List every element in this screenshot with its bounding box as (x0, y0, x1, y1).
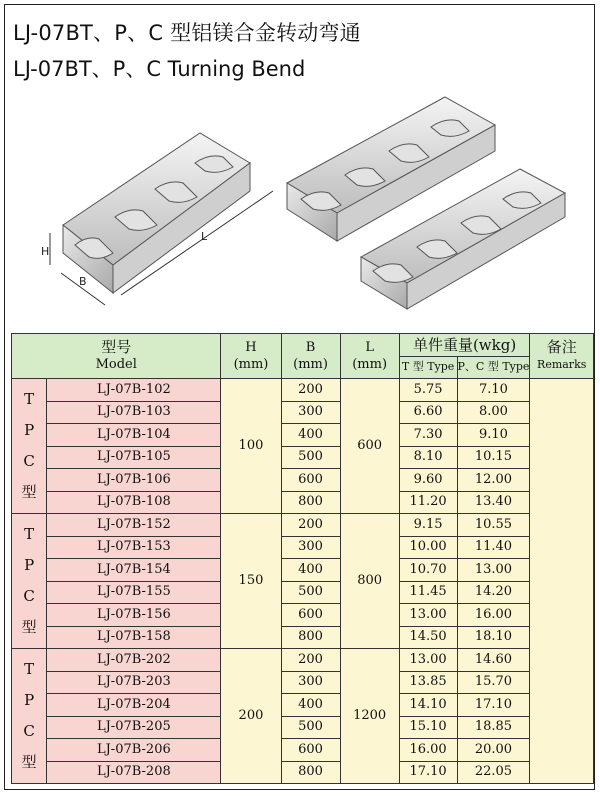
type-label (12, 649, 47, 784)
table-row (12, 469, 594, 492)
type-char: 型 (21, 753, 37, 771)
l-cell: 1200 (340, 649, 399, 784)
table-row (12, 536, 594, 559)
t-weight-cell: 10.00 (399, 536, 457, 559)
pc-weight-cell: 8.00 (457, 401, 530, 424)
model-cell: LJ-07B-108 (47, 491, 221, 514)
t-weight-cell: 14.10 (399, 694, 457, 717)
model-cell: LJ-07B-203 (47, 671, 221, 694)
title-english: LJ-07BT、P、C Turning Bend (13, 57, 306, 81)
pc-weight-cell: 10.55 (457, 514, 530, 537)
pc-weight-cell: 7.10 (457, 379, 530, 402)
b-cell: 300 (281, 401, 340, 424)
pc-weight-cell: 18.85 (457, 716, 530, 739)
b-cell: 400 (281, 559, 340, 582)
type-char: P (24, 421, 35, 439)
model-cell: LJ-07B-102 (47, 379, 221, 402)
table-header-row-1 (12, 334, 594, 357)
b-cell: 200 (281, 514, 340, 537)
type-char: T (24, 660, 35, 678)
type-label (12, 379, 47, 514)
model-cell: LJ-07B-206 (47, 739, 221, 762)
dimension-label-b: B (79, 275, 87, 288)
b-cell: 500 (281, 581, 340, 604)
t-weight-cell: 11.45 (399, 581, 457, 604)
b-cell: 800 (281, 626, 340, 649)
header-t-type: T 型 Type (399, 356, 457, 379)
table-row (12, 694, 594, 717)
header-remarks: 备注 Remarks (530, 334, 594, 379)
pc-weight-cell: 16.00 (457, 604, 530, 627)
t-weight-cell: 7.30 (399, 424, 457, 447)
t-weight-cell: 13.00 (399, 649, 457, 672)
b-cell: 600 (281, 739, 340, 762)
h-cell: 150 (221, 514, 281, 649)
type-char: P (24, 556, 35, 574)
t-weight-cell: 8.10 (399, 446, 457, 469)
b-cell: 800 (281, 491, 340, 514)
table-row (12, 491, 594, 514)
pc-weight-cell: 9.10 (457, 424, 530, 447)
b-cell: 600 (281, 604, 340, 627)
b-cell: 200 (281, 379, 340, 402)
h-cell: 200 (221, 649, 281, 784)
table-row (12, 379, 594, 402)
pc-weight-cell: 13.00 (457, 559, 530, 582)
model-cell: LJ-07B-158 (47, 626, 221, 649)
table-row (12, 446, 594, 469)
title-chinese: LJ-07BT、P、C 型铝镁合金转动弯通 (13, 21, 361, 45)
table-row (12, 716, 594, 739)
pc-weight-cell: 14.60 (457, 649, 530, 672)
dimension-label-h: H (41, 245, 50, 258)
table-row (12, 761, 594, 784)
model-cell: LJ-07B-155 (47, 581, 221, 604)
model-cell: LJ-07B-104 (47, 424, 221, 447)
model-cell: LJ-07B-156 (47, 604, 221, 627)
pc-weight-cell: 18.10 (457, 626, 530, 649)
table-row (12, 424, 594, 447)
remarks-cell (530, 379, 594, 784)
b-cell: 200 (281, 649, 340, 672)
model-cell: LJ-07B-154 (47, 559, 221, 582)
header-b: B (mm) (281, 334, 340, 379)
model-cell: LJ-07B-106 (47, 469, 221, 492)
dimension-label-l: L (201, 230, 208, 243)
type-char: T (24, 525, 35, 543)
b-cell: 300 (281, 671, 340, 694)
model-cell: LJ-07B-205 (47, 716, 221, 739)
model-cell: LJ-07B-208 (47, 761, 221, 784)
t-weight-cell: 6.60 (399, 401, 457, 424)
header-l: L (mm) (340, 334, 399, 379)
table-row (12, 581, 594, 604)
b-cell: 400 (281, 694, 340, 717)
t-weight-cell: 13.00 (399, 604, 457, 627)
b-cell: 600 (281, 469, 340, 492)
t-weight-cell: 9.60 (399, 469, 457, 492)
table-row (12, 649, 594, 672)
pc-weight-cell: 13.40 (457, 491, 530, 514)
b-cell: 800 (281, 761, 340, 784)
pc-weight-cell: 20.00 (457, 739, 530, 762)
model-cell: LJ-07B-103 (47, 401, 221, 424)
type-char: C (23, 452, 35, 470)
model-cell: LJ-07B-204 (47, 694, 221, 717)
model-cell: LJ-07B-152 (47, 514, 221, 537)
t-weight-cell: 11.20 (399, 491, 457, 514)
table-row (12, 604, 594, 627)
header-h: H (mm) (221, 334, 281, 379)
t-weight-cell: 13.85 (399, 671, 457, 694)
model-cell: LJ-07B-153 (47, 536, 221, 559)
header-unit-weight: 单件重量(wkg) (399, 334, 530, 357)
type-char: P (24, 691, 35, 709)
table-row (12, 626, 594, 649)
t-weight-cell: 5.75 (399, 379, 457, 402)
l-cell: 800 (340, 514, 399, 649)
t-weight-cell: 10.70 (399, 559, 457, 582)
b-cell: 500 (281, 446, 340, 469)
header-model: 型号 Model (12, 334, 221, 379)
model-cell: LJ-07B-202 (47, 649, 221, 672)
type-char: T (24, 390, 35, 408)
l-cell: 600 (340, 379, 399, 514)
t-weight-cell: 17.10 (399, 761, 457, 784)
spec-table (11, 333, 594, 784)
pc-weight-cell: 17.10 (457, 694, 530, 717)
type-char: C (23, 722, 35, 740)
product-illustration (5, 85, 593, 330)
b-cell: 500 (281, 716, 340, 739)
pc-weight-cell: 14.20 (457, 581, 530, 604)
type-char: C (23, 587, 35, 605)
b-cell: 400 (281, 424, 340, 447)
t-weight-cell: 9.15 (399, 514, 457, 537)
table-row (12, 559, 594, 582)
pc-weight-cell: 11.40 (457, 536, 530, 559)
pc-weight-cell: 15.70 (457, 671, 530, 694)
t-weight-cell: 15.10 (399, 716, 457, 739)
table-row (12, 671, 594, 694)
table-row (12, 401, 594, 424)
table-row (12, 739, 594, 762)
header-pc-type: P、C 型 Type (457, 356, 530, 379)
pc-weight-cell: 12.00 (457, 469, 530, 492)
model-cell: LJ-07B-105 (47, 446, 221, 469)
pc-weight-cell: 10.15 (457, 446, 530, 469)
h-cell: 100 (221, 379, 281, 514)
t-weight-cell: 14.50 (399, 626, 457, 649)
catalog-page (4, 4, 595, 790)
type-char: 型 (21, 618, 37, 636)
pc-weight-cell: 22.05 (457, 761, 530, 784)
type-label (12, 514, 47, 649)
table-row (12, 514, 594, 537)
type-char: 型 (21, 483, 37, 501)
t-weight-cell: 16.00 (399, 739, 457, 762)
b-cell: 300 (281, 536, 340, 559)
